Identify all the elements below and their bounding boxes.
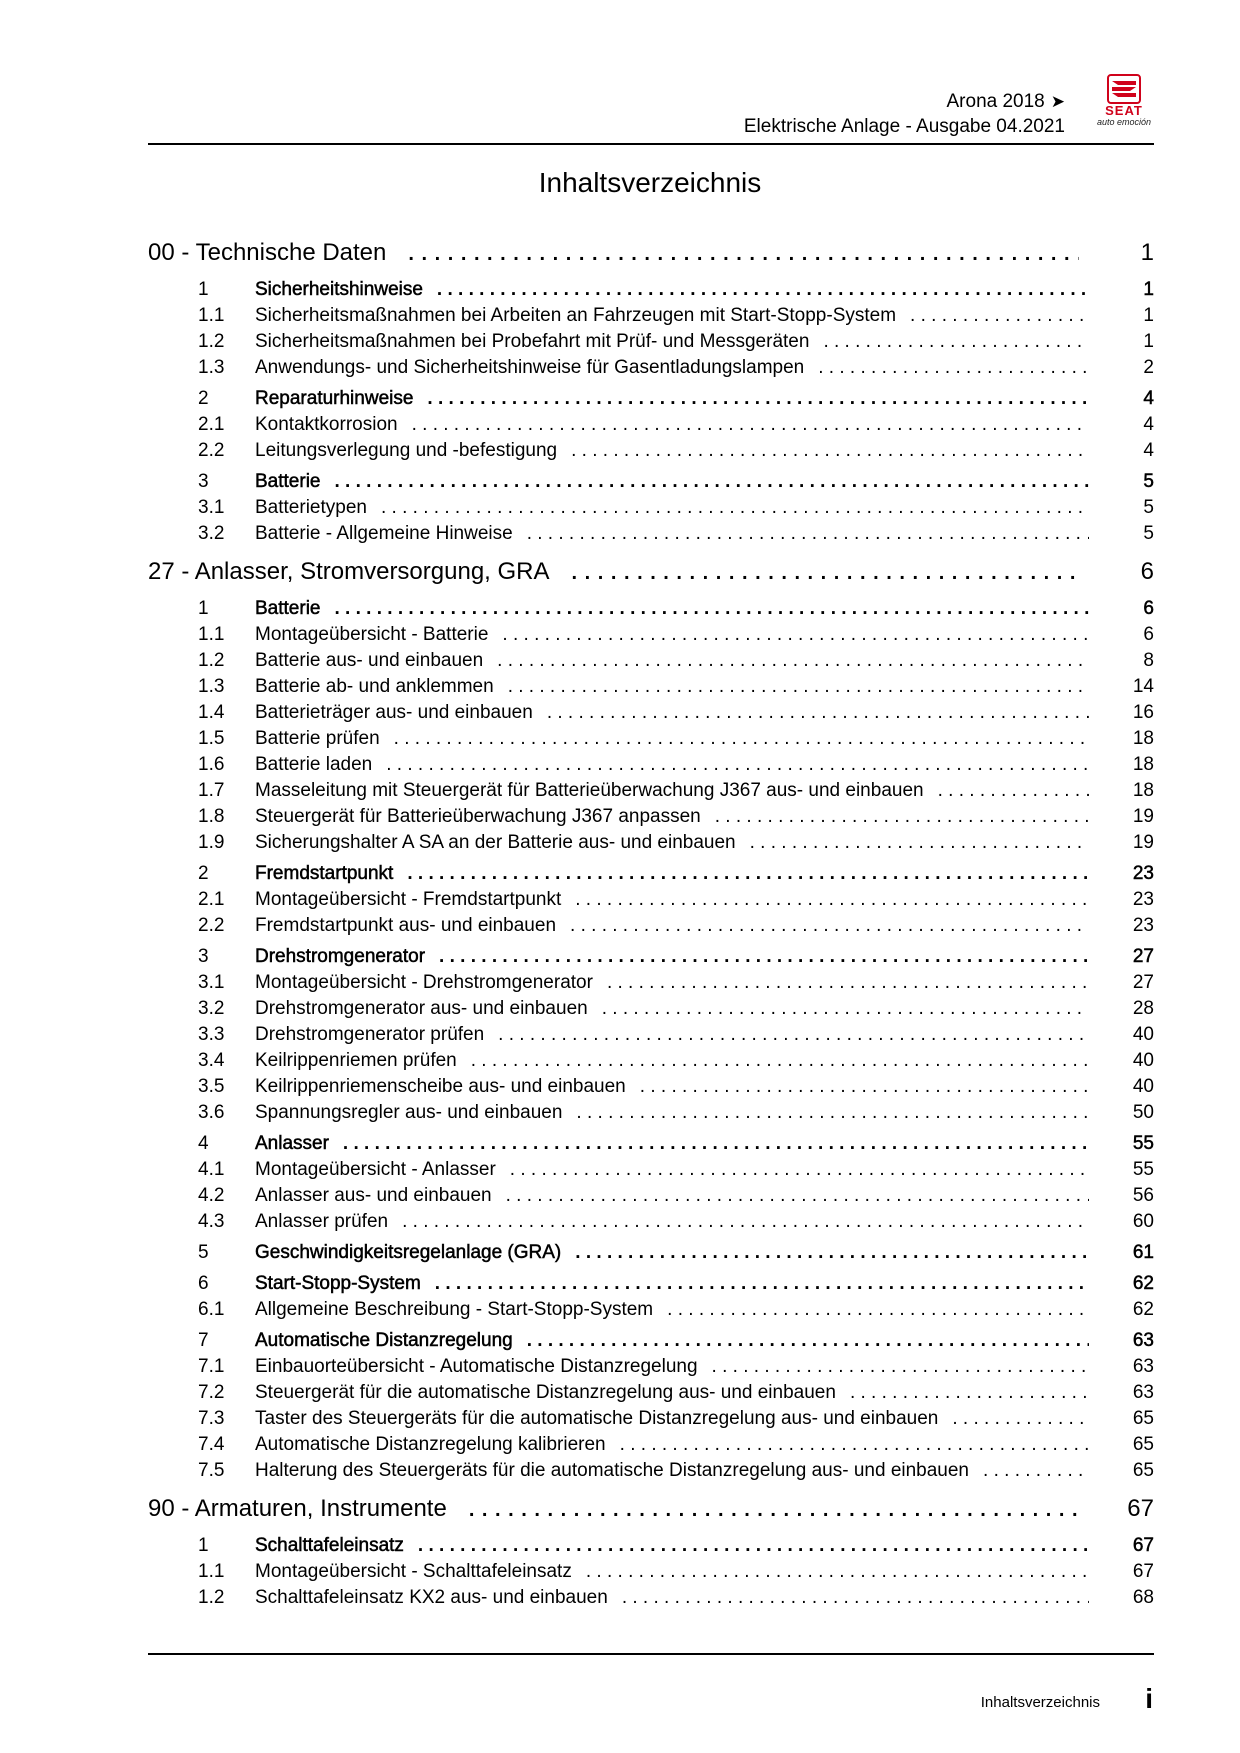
toc-item-title: Montageübersicht - Fremdstartpunkt (255, 889, 562, 910)
toc-section-page: 62 (1132, 1273, 1154, 1294)
toc-item-page: 23 (1132, 915, 1154, 936)
next-arrow-icon: ➤ (1050, 92, 1065, 111)
dot-leader (506, 1183, 1089, 1209)
toc-item-number: 1.6 (198, 754, 225, 775)
toc-item-page: 18 (1132, 728, 1154, 749)
toc-item-page: 16 (1132, 702, 1154, 723)
toc-item[interactable] (148, 778, 1154, 804)
dot-leader (715, 804, 1089, 830)
toc-item[interactable] (148, 303, 1154, 329)
footer-page-number: i (1145, 1683, 1153, 1714)
toc-item-title: Allgemeine Beschreibung - Start-Stopp-System (255, 1299, 654, 1320)
toc-item-page: 6 (1143, 624, 1154, 645)
dot-leader (712, 1354, 1089, 1380)
dot-leader (508, 674, 1089, 700)
toc-item-title: Kontaktkorrosion (255, 414, 398, 435)
toc-item-number: 1.3 (198, 357, 225, 378)
page-header (744, 89, 1065, 139)
dot-leader (576, 1100, 1089, 1126)
dot-leader (640, 1074, 1089, 1100)
toc-chapter-title: 90 - Armaturen, Instrumente (148, 1495, 447, 1522)
logo-slogan: auto emoción (1096, 117, 1152, 127)
toc-item-number: 1.1 (198, 1561, 225, 1582)
toc-item-number: 1.2 (198, 650, 225, 671)
toc-section[interactable] (148, 386, 1154, 412)
toc-section-title: Batterie (255, 471, 321, 492)
toc-item[interactable] (148, 1559, 1154, 1585)
toc-item-title: Batterieträger aus- und einbauen (255, 702, 533, 723)
toc-item-title: Batterie - Allgemeine Hinweise (255, 523, 513, 544)
toc-item-page: 8 (1143, 650, 1154, 671)
toc-item-page: 2 (1143, 357, 1154, 378)
dot-leader (952, 1406, 1089, 1432)
toc-section-number: 5 (198, 1242, 209, 1263)
toc-item-title: Schalttafeleinsatz KX2 aus- und einbauen (255, 1587, 608, 1608)
toc-chapter-title: 27 - Anlasser, Stromversorgung, GRA (148, 558, 550, 585)
toc-chapter-block (148, 553, 1154, 1484)
toc-item-page: 4 (1143, 414, 1154, 435)
toc-section-page: 23 (1132, 863, 1154, 884)
toc-section[interactable] (148, 469, 1154, 495)
toc-section[interactable] (148, 596, 1154, 622)
toc-item-page: 65 (1132, 1460, 1154, 1481)
toc-section-number: 6 (198, 1273, 209, 1294)
toc-item-number: 3.3 (198, 1024, 225, 1045)
dot-leader (910, 303, 1089, 329)
toc-item-number: 7.3 (198, 1408, 225, 1429)
dot-leader (850, 1380, 1089, 1406)
toc-item-page: 23 (1132, 889, 1154, 910)
toc-item[interactable] (148, 329, 1154, 355)
toc-section[interactable] (148, 1240, 1154, 1266)
dot-leader (469, 1491, 1079, 1529)
toc-item-number: 2.1 (198, 889, 225, 910)
toc-item-title: Keilrippenriemen prüfen (255, 1050, 457, 1071)
toc-section-page: 4 (1143, 388, 1154, 409)
toc-item-number: 3.1 (198, 972, 225, 993)
toc-item-title: Batterie prüfen (255, 728, 380, 749)
toc-section[interactable] (148, 944, 1154, 970)
toc-item-page: 65 (1132, 1408, 1154, 1429)
dot-leader (510, 1157, 1089, 1183)
toc-item-number: 1.2 (198, 1587, 225, 1608)
toc-chapter-page: 6 (1140, 558, 1154, 585)
toc-item-page: 1 (1143, 331, 1154, 352)
toc-item[interactable] (148, 1458, 1154, 1484)
toc-section[interactable] (148, 1271, 1154, 1297)
toc-item-page: 18 (1132, 780, 1154, 801)
toc-item-title: Masseleitung mit Steuergerät für Batterieüberwachung J367 aus- und einbauen (255, 780, 924, 801)
toc-item-page: 40 (1132, 1050, 1154, 1071)
dot-leader (471, 1048, 1089, 1074)
toc-chapter[interactable] (148, 234, 1154, 272)
toc-section-page: 61 (1132, 1242, 1154, 1263)
toc-item[interactable] (148, 438, 1154, 464)
toc-item-page: 40 (1132, 1024, 1154, 1045)
toc-item-number: 3.6 (198, 1102, 225, 1123)
dot-leader (527, 521, 1089, 547)
toc-item-number: 1.1 (198, 305, 225, 326)
toc-item[interactable] (148, 830, 1154, 856)
toc-section[interactable] (148, 277, 1154, 303)
toc-item-title: Batterietypen (255, 497, 367, 518)
dot-leader (572, 554, 1079, 592)
header-model: Arona 2018 (946, 91, 1045, 112)
toc-item[interactable] (148, 1585, 1154, 1611)
toc-item[interactable] (148, 1022, 1154, 1048)
dot-leader (750, 830, 1089, 856)
toc-item-number: 4.1 (198, 1159, 225, 1180)
toc-section-title: Sicherheitshinweise (255, 279, 423, 300)
footer-label: Inhaltsverzeichnis (980, 1694, 1100, 1711)
toc-section-title: Drehstromgenerator (255, 946, 426, 967)
dot-leader (622, 1585, 1089, 1611)
toc-item[interactable] (148, 1380, 1154, 1406)
toc-item[interactable] (148, 996, 1154, 1022)
toc-item[interactable] (148, 1297, 1154, 1323)
toc-section-number: 3 (198, 946, 209, 967)
footer-rule (148, 1653, 1154, 1655)
dot-leader (437, 277, 1089, 303)
toc-item-title: Fremdstartpunkt aus- und einbauen (255, 915, 557, 936)
toc-item[interactable] (148, 412, 1154, 438)
toc-section-title: Geschwindigkeitsregelanlage (GRA) (255, 1242, 562, 1263)
toc-item-page: 28 (1132, 998, 1154, 1019)
toc-item-number: 1.5 (198, 728, 225, 749)
toc-section[interactable] (148, 1328, 1154, 1354)
toc-section-page: 67 (1132, 1535, 1154, 1556)
toc-item-page: 55 (1132, 1159, 1154, 1180)
toc-section-number: 2 (198, 388, 209, 409)
toc-item-title: Sicherheitsmaßnahmen bei Arbeiten an Fahrzeugen mit Start-Stopp-System (255, 305, 897, 326)
toc-section-number: 1 (198, 279, 209, 300)
toc-item-number: 1.8 (198, 806, 225, 827)
dot-leader (394, 726, 1089, 752)
toc-item-number: 3.4 (198, 1050, 225, 1071)
toc-item-number: 1.1 (198, 624, 225, 645)
toc-item-number: 2.2 (198, 915, 225, 936)
toc-item-title: Spannungsregler aus- und einbauen (255, 1102, 563, 1123)
toc-item-number: 1.7 (198, 780, 225, 801)
toc-item[interactable] (148, 1209, 1154, 1235)
dot-leader (938, 778, 1089, 804)
toc-item-title: Drehstromgenerator prüfen (255, 1024, 485, 1045)
toc-item-title: Montageübersicht - Batterie (255, 624, 489, 645)
toc-item-number: 3.1 (198, 497, 225, 518)
toc-item-page: 56 (1132, 1185, 1154, 1206)
toc-section-title: Schalttafeleinsatz (255, 1535, 404, 1556)
toc-item-page: 5 (1143, 497, 1154, 518)
toc-item-number: 1.2 (198, 331, 225, 352)
toc-chapter[interactable] (148, 553, 1154, 591)
toc-item-title: Batterie laden (255, 754, 373, 775)
toc-item-number: 2.1 (198, 414, 225, 435)
toc-section-number: 7 (198, 1330, 209, 1351)
toc-item[interactable] (148, 622, 1154, 648)
toc-item-number: 3.2 (198, 998, 225, 1019)
dot-leader (586, 1559, 1089, 1585)
toc-item[interactable] (148, 648, 1154, 674)
dot-leader (983, 1458, 1089, 1484)
toc-item-number: 3.2 (198, 523, 225, 544)
toc-item-number: 7.5 (198, 1460, 225, 1481)
toc-item-title: Sicherheitsmaßnahmen bei Probefahrt mit Prüf- und Messgeräten (255, 331, 810, 352)
toc-item-page: 18 (1132, 754, 1154, 775)
toc-item-number: 3.5 (198, 1076, 225, 1097)
toc-item[interactable] (148, 1432, 1154, 1458)
toc-item-page: 5 (1143, 523, 1154, 544)
toc-item-title: Batterie ab- und anklemmen (255, 676, 494, 697)
toc-item[interactable] (148, 521, 1154, 547)
toc-item-number: 1.9 (198, 832, 225, 853)
toc-section-number: 3 (198, 471, 209, 492)
dot-leader (412, 412, 1089, 438)
toc-item[interactable] (148, 1157, 1154, 1183)
toc-item-page: 19 (1132, 832, 1154, 853)
header-edition: Elektrische Anlage - Ausgabe 04.2021 (743, 116, 1065, 137)
toc-section-title: Start-Stopp-System (255, 1273, 421, 1294)
toc-item[interactable] (148, 726, 1154, 752)
toc-item-title: Montageübersicht - Schalttafeleinsatz (255, 1561, 572, 1582)
toc-section[interactable] (148, 861, 1154, 887)
dot-leader (427, 386, 1089, 412)
toc-item[interactable] (148, 1100, 1154, 1126)
dot-leader (823, 329, 1089, 355)
toc-item-page: 14 (1132, 676, 1154, 697)
toc-item-page: 27 (1132, 972, 1154, 993)
toc-item[interactable] (148, 970, 1154, 996)
dot-leader (497, 648, 1089, 674)
seat-logo (1093, 73, 1155, 133)
toc-item-title: Taster des Steuergeräts für die automatische Distanzregelung aus- und einbauen (255, 1408, 939, 1429)
toc-item-title: Anlasser aus- und einbauen (255, 1185, 492, 1206)
toc-item-title: Anlasser prüfen (255, 1211, 389, 1232)
header-rule (148, 143, 1154, 145)
seat-emblem-icon (1106, 73, 1142, 105)
toc-section-title: Automatische Distanzregelung (255, 1330, 513, 1351)
header-model-line (744, 89, 1065, 114)
toc-item-title: Batterie aus- und einbauen (255, 650, 484, 671)
dot-leader (381, 495, 1089, 521)
toc-item[interactable] (148, 1048, 1154, 1074)
toc-chapter[interactable] (148, 1490, 1154, 1528)
toc-item-page: 62 (1132, 1299, 1154, 1320)
toc-section-title: Fremdstartpunkt (255, 863, 394, 884)
toc-section-number: 1 (198, 598, 209, 619)
toc-item-title: Montageübersicht - Drehstromgenerator (255, 972, 593, 993)
toc-section-title: Batterie (255, 598, 321, 619)
toc-item-page: 67 (1132, 1561, 1154, 1582)
toc-chapter-page: 1 (1140, 239, 1154, 266)
toc-item[interactable] (148, 804, 1154, 830)
toc-item-page: 68 (1132, 1587, 1154, 1608)
dot-leader (498, 1022, 1089, 1048)
toc-section-number: 4 (198, 1133, 209, 1154)
toc-item-number: 4.3 (198, 1211, 225, 1232)
toc-item-number: 7.2 (198, 1382, 225, 1403)
toc-chapter-block (148, 234, 1154, 547)
dot-leader (407, 861, 1089, 887)
toc-item-number: 7.4 (198, 1434, 225, 1455)
toc-item-title: Einbauorteübersicht - Automatische Distanzregelung (255, 1356, 698, 1377)
dot-leader (571, 438, 1089, 464)
toc-item-page: 4 (1143, 440, 1154, 461)
toc-item-page: 65 (1132, 1434, 1154, 1455)
toc-item-title: Automatische Distanzregelung kalibrieren (255, 1434, 606, 1455)
toc-section[interactable] (148, 1131, 1154, 1157)
toc-item-title: Steuergerät für Batterieüberwachung J367 anpassen (255, 806, 701, 827)
dot-leader (818, 355, 1089, 381)
toc-item[interactable] (148, 887, 1154, 913)
dot-leader (575, 1240, 1089, 1266)
table-of-contents (148, 234, 1154, 1617)
toc-section-page: 63 (1132, 1330, 1154, 1351)
toc-item[interactable] (148, 1406, 1154, 1432)
toc-chapter-page: 67 (1127, 1495, 1154, 1522)
toc-section-page: 5 (1143, 471, 1154, 492)
toc-section[interactable] (148, 1533, 1154, 1559)
dot-leader (602, 996, 1089, 1022)
dot-leader (570, 913, 1089, 939)
toc-item-number: 1.4 (198, 702, 225, 723)
toc-item-number: 4.2 (198, 1185, 225, 1206)
toc-item[interactable] (148, 355, 1154, 381)
toc-item-number: 1.3 (198, 676, 225, 697)
toc-item[interactable] (148, 1074, 1154, 1100)
toc-chapter-block (148, 1490, 1154, 1611)
dot-leader (343, 1131, 1089, 1157)
toc-section-page: 27 (1132, 946, 1154, 967)
toc-item[interactable] (148, 1354, 1154, 1380)
toc-item-page: 40 (1132, 1076, 1154, 1097)
toc-item-title: Sicherungshalter A SA an der Batterie aus- und einbauen (255, 832, 736, 853)
toc-item-page: 19 (1132, 806, 1154, 827)
dot-leader (439, 944, 1089, 970)
dot-leader (547, 700, 1089, 726)
toc-section-page: 6 (1143, 598, 1154, 619)
toc-item-title: Anwendungs- und Sicherheitshinweise für Gasentladungslampen (255, 357, 805, 378)
toc-item-number: 6.1 (198, 1299, 225, 1320)
toc-item-title: Leitungsverlegung und -befestigung (255, 440, 558, 461)
toc-item-page: 63 (1132, 1382, 1154, 1403)
toc-chapter-title: 00 - Technische Daten (148, 239, 387, 266)
toc-item[interactable] (148, 752, 1154, 778)
toc-item-title: Keilrippenriemenscheibe aus- und einbauen (255, 1076, 626, 1097)
dot-leader (575, 887, 1089, 913)
toc-section-number: 1 (198, 1535, 209, 1556)
toc-item-page: 50 (1132, 1102, 1154, 1123)
dot-leader (402, 1209, 1089, 1235)
toc-item-number: 2.2 (198, 440, 225, 461)
toc-section-page: 55 (1132, 1133, 1154, 1154)
dot-leader (386, 752, 1089, 778)
toc-section-number: 2 (198, 863, 209, 884)
dot-leader (502, 622, 1089, 648)
dot-leader (620, 1432, 1089, 1458)
page-title: Inhaltsverzeichnis (538, 167, 762, 198)
toc-section-page: 1 (1143, 279, 1154, 300)
toc-item-number: 7.1 (198, 1356, 225, 1377)
toc-item[interactable] (148, 674, 1154, 700)
toc-section-title: Reparaturhinweise (255, 388, 414, 409)
dot-leader (607, 970, 1089, 996)
toc-item-title: Drehstromgenerator aus- und einbauen (255, 998, 588, 1019)
dot-leader (435, 1271, 1089, 1297)
toc-item[interactable] (148, 700, 1154, 726)
toc-item-title: Halterung des Steuergeräts für die automatische Distanzregelung aus- und einbauen (255, 1460, 970, 1481)
dot-leader (408, 235, 1079, 273)
toc-item-page: 1 (1143, 305, 1154, 326)
logo-brand: SEAT (1105, 103, 1143, 118)
dot-leader (334, 596, 1089, 622)
dot-leader (667, 1297, 1089, 1323)
dot-leader (418, 1533, 1089, 1559)
toc-item-title: Montageübersicht - Anlasser (255, 1159, 496, 1180)
toc-item[interactable] (148, 913, 1154, 939)
toc-item-page: 60 (1132, 1211, 1154, 1232)
dot-leader (334, 469, 1089, 495)
toc-section-title: Anlasser (255, 1133, 329, 1154)
dot-leader (527, 1328, 1089, 1354)
toc-item[interactable] (148, 1183, 1154, 1209)
toc-item-page: 63 (1132, 1356, 1154, 1377)
toc-item-title: Steuergerät für die automatische Distanzregelung aus- und einbauen (255, 1382, 836, 1403)
toc-item[interactable] (148, 495, 1154, 521)
